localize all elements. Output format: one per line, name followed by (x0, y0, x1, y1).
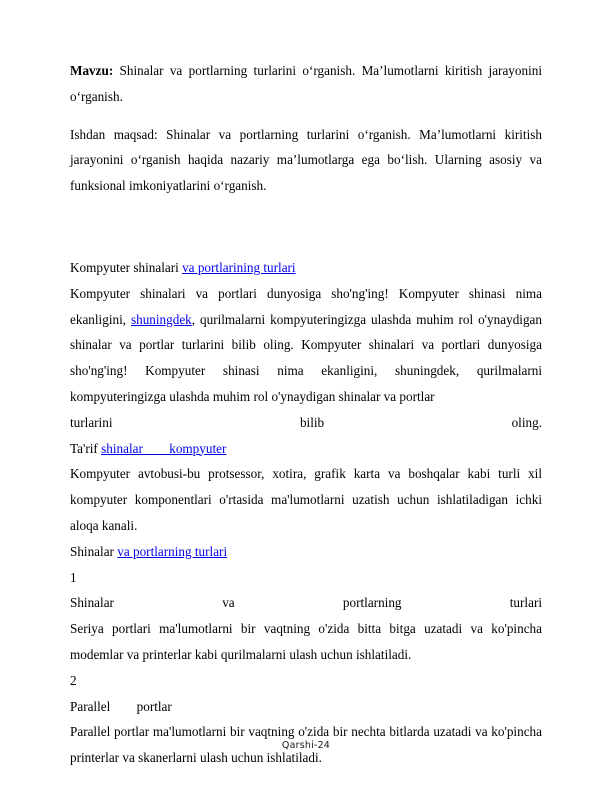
heading-bus-port-types-prefix: Shinalar (70, 543, 118, 559)
list-item-1-title: Shinalar va portlarning turlari (70, 595, 542, 611)
document-body (70, 58, 542, 771)
link-shuningdek[interactable]: shuningdek (130, 311, 192, 327)
paragraph-topic (70, 58, 542, 110)
list-item-1-number: 1 (70, 569, 77, 585)
link-shinalar-kompyuter[interactable]: shinalar kompyuter (101, 440, 227, 456)
paragraph-bus-intro-part1: Kompyuter shinalari va portlari dunyosiga sho'ng'ing! Kompyuter shinasi nima ekanligini, (70, 285, 542, 327)
paragraph-objective: Ishdan maqsad: Shinalar va portlarning turlarini o‘rganish. Ma’lumotlarni kiritish jarayonini o‘rganish haqida nazariy ma’lumotlarga ega bo‘lish. Ularning asosiy va funksional imkoniyatlarini o‘rganish. (70, 126, 542, 194)
heading-definition (70, 436, 542, 462)
topic-text: Shinalar va portlarning turlarini o‘rganish. Ma’lumotlarni kiritish jarayonini o‘rganish. (70, 63, 542, 104)
list-item-2-body: Parallel portlar ma'lumotlarni bir vaqtning o'zida bir nechta bitlarda uzatadi va ko'pincha printerlar va skanerlarni ulash uchun ishlatiladi. (70, 724, 542, 766)
paragraph-bus-intro-part2: , qurilmalarni kompyuteringizga ulashda muhim rol o'ynaydigan shinalar va portlar turlarini bilib oling. Kompyuter shinalari va portlari dunyosiga sho'ng'ing! Kompyuter shinasi nima ekanligini, shuningdek, qurilmalarni kompyuteringizga ulashda muhim rol o'ynaydigan shinalar va portlar (70, 311, 542, 404)
heading-computer-buses (70, 255, 542, 281)
list-item-2-number: 2 (70, 672, 77, 688)
list-item-1-body: Seriya portlari ma'lumotlarni bir vaqtning o'zida bitta bitga uzatadi va ko'pincha modemlar va printerlar kabi qurilmalarni ulash uchun ishlatiladi. (70, 621, 542, 662)
paragraph-bus-intro (70, 281, 542, 410)
topic-label: Mavzu: (70, 63, 114, 78)
heading-definition-prefix: Ta'rif (70, 440, 102, 456)
paragraph-bus-intro-lastline: turlarini bilib oling. (70, 414, 542, 430)
paragraph-definition-body: Kompyuter avtobusi-bu protsessor, xotira, grafik karta va boshqalar kabi turli xil kompyuter komponentlari o'rtasida ma'lumotlarni uzatish uchun ishlatiladigan ichki aloqa kanali. (70, 466, 542, 533)
section-spacer (70, 211, 542, 255)
heading-bus-port-types (70, 539, 542, 565)
link-bus-and-port-types-2[interactable]: va portlarning turlari (117, 543, 228, 559)
list-item-2-title: Parallel portlar (70, 698, 172, 714)
link-bus-and-port-types-1[interactable]: va portlarining turlari (182, 259, 296, 275)
heading-computer-buses-prefix: Kompyuter shinalari (70, 259, 183, 275)
page-footer: Qarshi-24 (281, 740, 331, 751)
